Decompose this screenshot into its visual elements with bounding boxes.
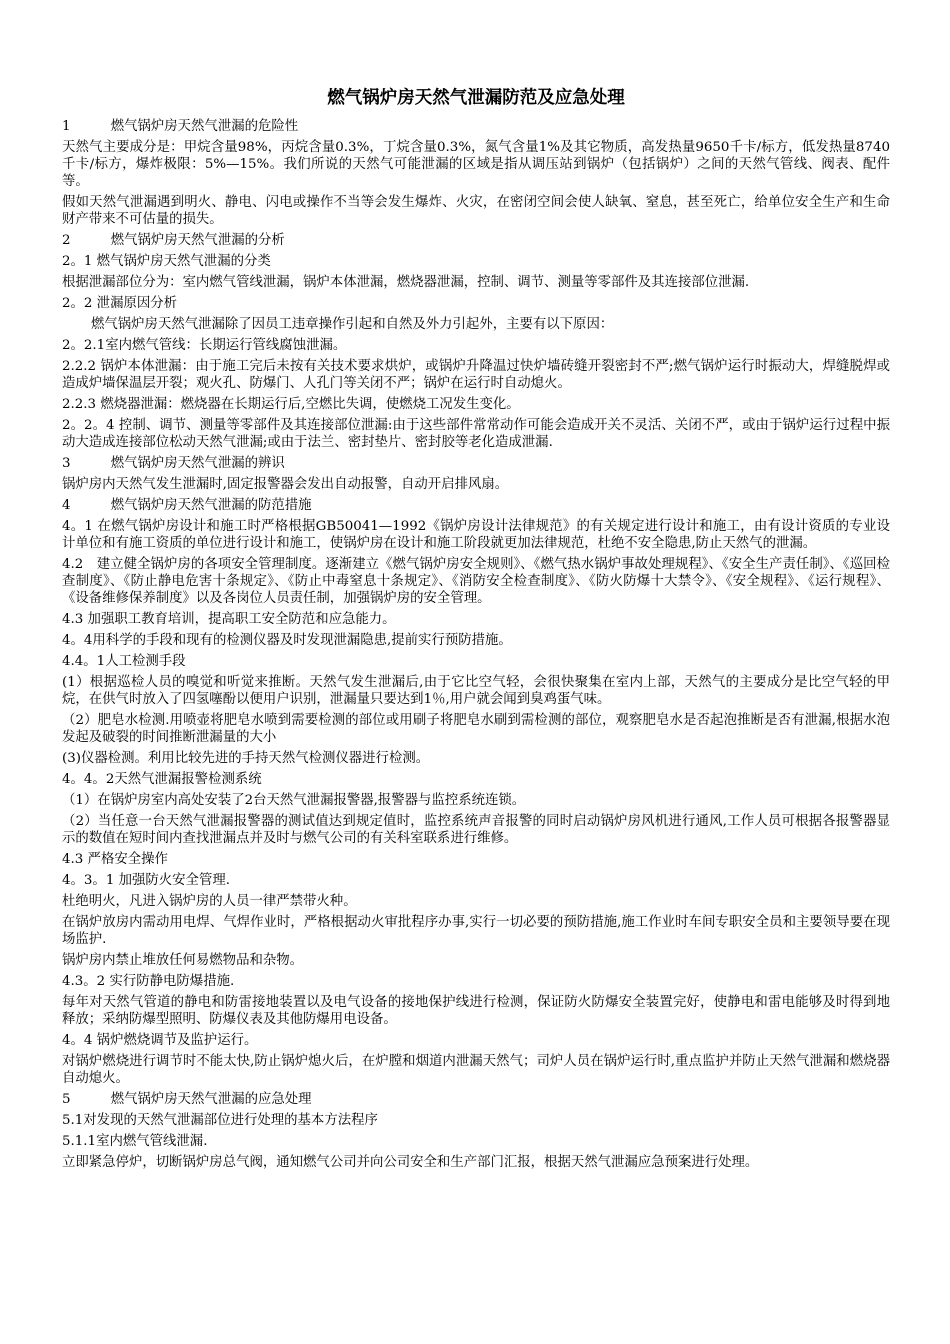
paragraph: 4.3 严格安全操作 xyxy=(62,852,168,867)
paragraph: 4。1 在燃气锅炉房设计和施工时严格根据GB50041—1992《锅炉房设计法律规范》的有关规定进行设计和施工，由有设计资质的专业设计单位和有施工资质的单位进行设计和施工，使锅炉房在设计和施工阶段就更加法律规范，杜绝不安全隐患,防止天然气的泄漏。 xyxy=(62,519,890,551)
section-heading: 1 燃气锅炉房天然气泄漏的危险性 xyxy=(62,119,299,134)
paragraph: (1）根据巡检人员的嗅觉和听觉来推断。天然气发生泄漏后,由于它比空气轻，会很快聚集在室内上部，天然气的主要成分是比空气轻的甲烷，在供气时放入了四氢噻酚以便用户识别，泄漏量只要达到1％,用户就会闻到臭鸡蛋气味。 xyxy=(62,675,890,707)
document-body xyxy=(62,118,890,1171)
paragraph: 根据泄漏部位分为：室内燃气管线泄漏，锅炉本体泄漏，燃烧器泄漏，控制、调节、测量等零部件及其连接部位泄漏. xyxy=(62,275,750,290)
paragraph: 4.2 建立健全锅炉房的各项安全管理制度。逐渐建立《燃气锅炉房安全规则》、《燃气热水锅炉事故处理规程》、《安全生产责任制》、《巡回检查制度》、《防止静电危害十条规定》、《防止中毒窒息十条规定》、《消防安全检查制度》、《防火防爆十大禁令》、《安全规程》、《运行规程》、《设备维修保养制度》以及各岗位人员责任制，加强锅炉房的安全管理。 xyxy=(62,557,890,606)
section-heading: 5 燃气锅炉房天然气泄漏的应急处理 xyxy=(62,1092,312,1107)
paragraph: 锅炉房内禁止堆放任何易燃物品和杂物。 xyxy=(62,953,304,968)
document-page xyxy=(62,86,890,1175)
paragraph: 2。1 燃气锅炉房天然气泄漏的分类 xyxy=(62,254,271,269)
paragraph: 4。4用科学的手段和现有的检测仪器及时发现泄漏隐患,提前实行预防措施。 xyxy=(62,633,512,648)
paragraph: 对锅炉燃烧进行调节时不能太快,防止锅炉熄火后，在炉膛和烟道内泄漏天然气；司炉人员在锅炉运行时,重点监护并防止天然气泄漏和燃烧器自动熄火。 xyxy=(62,1054,890,1086)
paragraph: 4。3。1 加强防火安全管理. xyxy=(62,873,230,888)
paragraph: 4.4。1人工检测手段 xyxy=(62,654,186,669)
paragraph: 5.1对发现的天然气泄漏部位进行处理的基本方法程序 xyxy=(62,1113,378,1128)
paragraph: 2.2.3 燃烧器泄漏：燃烧器在长期运行后,空燃比失调，使燃烧工况发生变化。 xyxy=(62,397,520,412)
paragraph: 在锅炉放房内需动用电焊、气焊作业时，严格根据动火审批程序办事,实行一切必要的预防措施,施工作业时车间专职安全员和主要领导要在现场监护. xyxy=(62,915,890,947)
paragraph: 杜绝明火，凡进入锅炉房的人员一律严禁带火种。 xyxy=(62,894,357,909)
paragraph: 每年对天然气管道的静电和防雷接地装置以及电气设备的接地保护线进行检测，保证防火防爆安全装置完好，使静电和雷电能够及时得到地释放；采纳防爆型照明、防爆仪表及其他防爆用电设备。 xyxy=(62,995,890,1027)
paragraph: 4。4 锅炉燃烧调节及监护运行。 xyxy=(62,1033,258,1048)
paragraph: （2）当任意一台天然气泄漏报警器的测试值达到规定值时，监控系统声音报警的同时启动锅炉房风机进行通风,工作人员可根据各报警器显示的数值在短时间内查找泄漏点并及时与燃气公司的有关科室联系进行维修。 xyxy=(62,814,890,846)
paragraph: 4。4。2天然气泄漏报警检测系统 xyxy=(62,772,262,787)
paragraph: 天然气主要成分是：甲烷含量98%，丙烷含量0.3%，丁烷含量0.3%，氮气含量1%及其它物质，高发热量9650千卡/标方，低发热量8740千卡/标方，爆炸极限：5%—15%。我们所说的天然气可能泄漏的区域是指从调压站到锅炉（包括锅炉）之间的天然气管线、阀表、配件等。 xyxy=(62,140,890,189)
paragraph: （1）在锅炉房室内高处安装了2台天然气泄漏报警器,报警器与监控系统连锁。 xyxy=(62,793,526,808)
document-title: 燃气锅炉房天然气泄漏防范及应急处理 xyxy=(327,88,625,108)
paragraph: (3)仪器检测。利用比较先进的手持天然气检测仪器进行检测。 xyxy=(62,751,430,766)
paragraph: 燃气锅炉房天然气泄漏除了因员工违章操作引起和自然及外力引起外，主要有以下原因： xyxy=(91,317,614,332)
paragraph: 4.3 加强职工教育培训，提高职工安全防范和应急能力。 xyxy=(62,612,396,627)
section-heading: 2 燃气锅炉房天然气泄漏的分析 xyxy=(62,233,285,248)
section-heading: 4 燃气锅炉房天然气泄漏的防范措施 xyxy=(62,498,312,513)
paragraph: （2）肥皂水检测.用喷壶将肥皂水喷到需要检测的部位或用刷子将肥皂水刷到需检测的部位，观察肥皂水是否起泡推断是否有泄漏,根据水泡发起及破裂的时间推断泄漏量的大小 xyxy=(62,713,890,745)
paragraph: 2。2。4 控制、调节、测量等零部件及其连接部位泄漏:由于这些部件常常动作可能会造成开关不灵活、关闭不严，或由于锅炉运行过程中振动大造成连接部位松动天然气泄漏;或由于法兰、密封垫片、密封胶等老化造成泄漏. xyxy=(62,418,890,450)
paragraph: 2。2.1室内燃气管线：长期运行管线腐蚀泄漏。 xyxy=(62,338,347,353)
paragraph: 锅炉房内天然气发生泄漏时,固定报警器会发出自动报警，自动开启排风扇。 xyxy=(62,477,509,492)
paragraph: 假如天然气泄漏遇到明火、静电、闪电或操作不当等会发生爆炸、火灾，在密闭空间会使人缺氧、窒息，甚至死亡，给单位安全生产和生命财产带来不可估量的损失。 xyxy=(62,195,890,227)
paragraph: 2。2 泄漏原因分析 xyxy=(62,296,178,311)
paragraph: 立即紧急停炉，切断锅炉房总气阀，通知燃气公司并向公司安全和生产部门汇报，根据天然气泄漏应急预案进行处理。 xyxy=(62,1155,759,1170)
paragraph: 5.1.1室内燃气管线泄漏. xyxy=(62,1134,208,1149)
paragraph: 4.3。2 实行防静电防爆措施. xyxy=(62,974,235,989)
paragraph: 2.2.2 锅炉本体泄漏：由于施工完后未按有关技术要求烘炉，或锅炉升降温过快炉墙砖缝开裂密封不严;燃气锅炉运行时振动大，焊缝脱焊或造成炉墙保温层开裂；观火孔、防爆门、人孔门等关闭不严；锅炉在运行时自动熄火。 xyxy=(62,359,890,391)
section-heading: 3 燃气锅炉房天然气泄漏的辨识 xyxy=(62,456,285,471)
